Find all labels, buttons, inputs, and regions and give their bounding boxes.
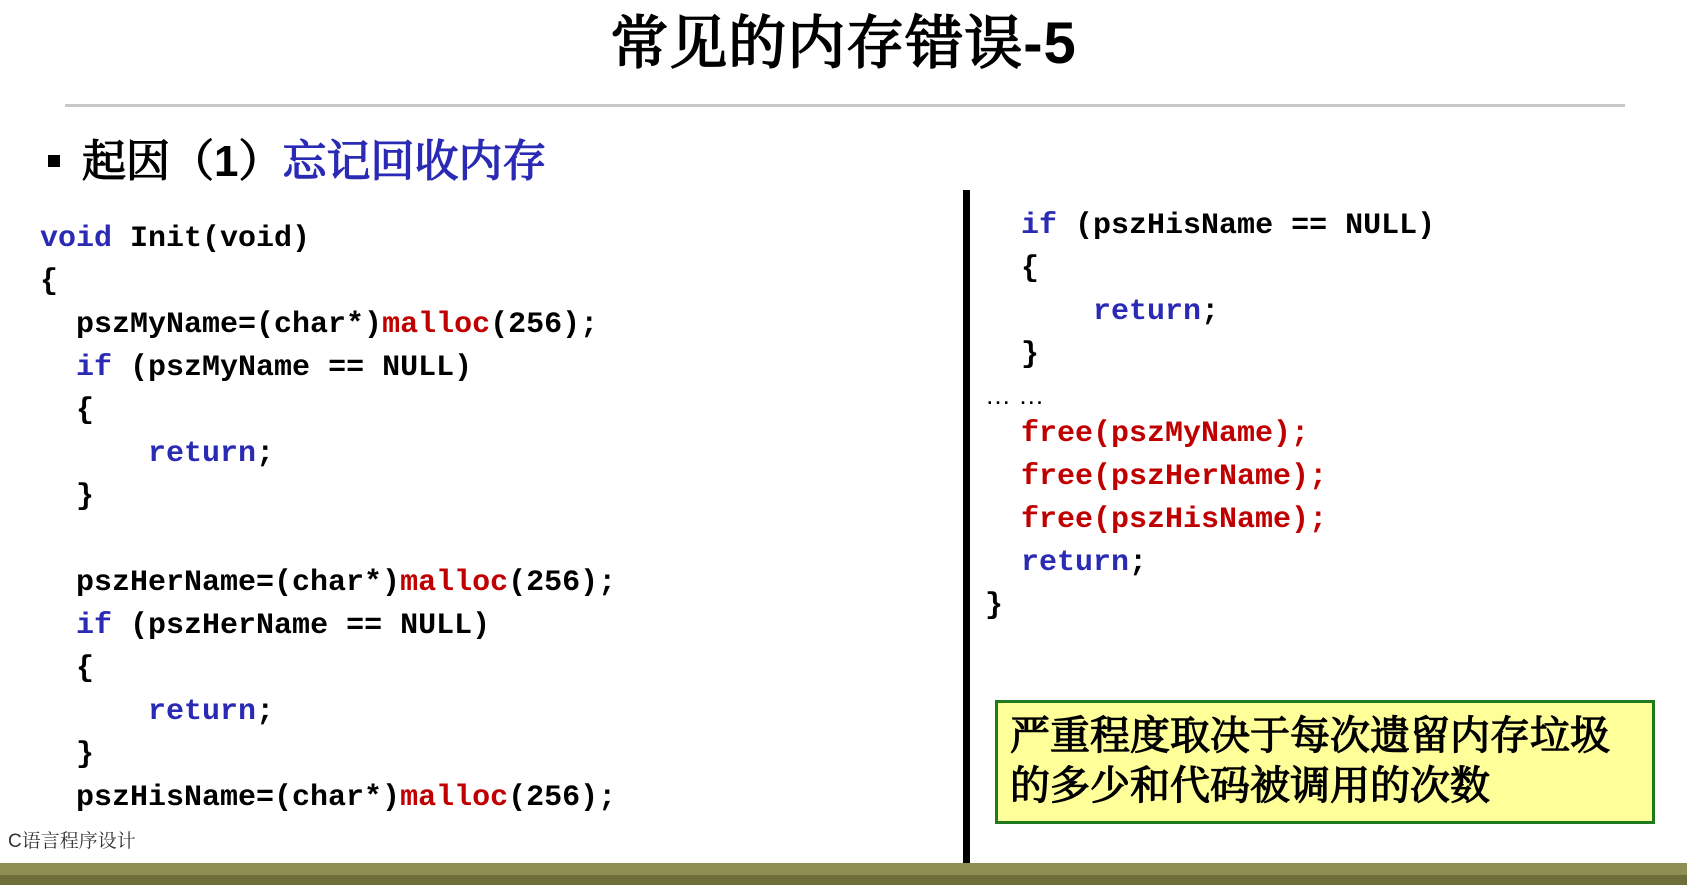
title-divider (65, 104, 1625, 107)
callout-box: 严重程度取决于每次遗留内存垃圾的多少和代码被调用的次数 (995, 700, 1655, 824)
bullet-prefix: 起因（1） (82, 137, 283, 186)
code-line: { (40, 265, 59, 299)
column-divider (963, 190, 970, 870)
code-line: free(pszHisName); (1021, 503, 1328, 537)
code-line: if (pszHisName == NULL) (1021, 209, 1436, 243)
footer-bar-accent (0, 875, 1687, 885)
bullet-heading (48, 125, 546, 189)
code-line (40, 519, 940, 562)
footer-label: C语言程序设计 (8, 831, 136, 852)
code-line: pszMyName=(char*)malloc(256); (40, 308, 599, 342)
bullet-heading-text (82, 125, 546, 189)
code-line: free(pszHerName); (1021, 460, 1328, 494)
bullet-square-icon (48, 155, 60, 167)
code-line: } (985, 589, 1004, 623)
code-line: { (985, 252, 1040, 286)
code-line: return; (1021, 546, 1148, 580)
code-line-ellipsis: … … (985, 380, 1045, 410)
code-line: { (40, 394, 95, 428)
code-line: free(pszMyName); (1021, 417, 1310, 451)
code-line: if (pszHerName == NULL) (76, 609, 491, 643)
code-line: { (40, 652, 95, 686)
code-block-left (40, 218, 940, 820)
page-title: 常见的内存错误-5 (610, 11, 1077, 76)
code-line: return; (148, 437, 275, 471)
code-line: pszHerName=(char*)malloc(256); (40, 566, 617, 600)
code-line: pszHisName=(char*)malloc(256); (40, 781, 617, 815)
code-line: void Init(void) (40, 222, 311, 256)
bullet-highlight: 忘记回收内存 (282, 137, 547, 186)
code-block-right (985, 205, 1645, 628)
code-line: if (pszMyName == NULL) (76, 351, 473, 385)
code-line: } (985, 338, 1040, 372)
code-line: return; (1093, 295, 1220, 329)
code-line: } (40, 480, 95, 514)
code-line: return; (148, 695, 275, 729)
code-line: } (40, 738, 95, 772)
